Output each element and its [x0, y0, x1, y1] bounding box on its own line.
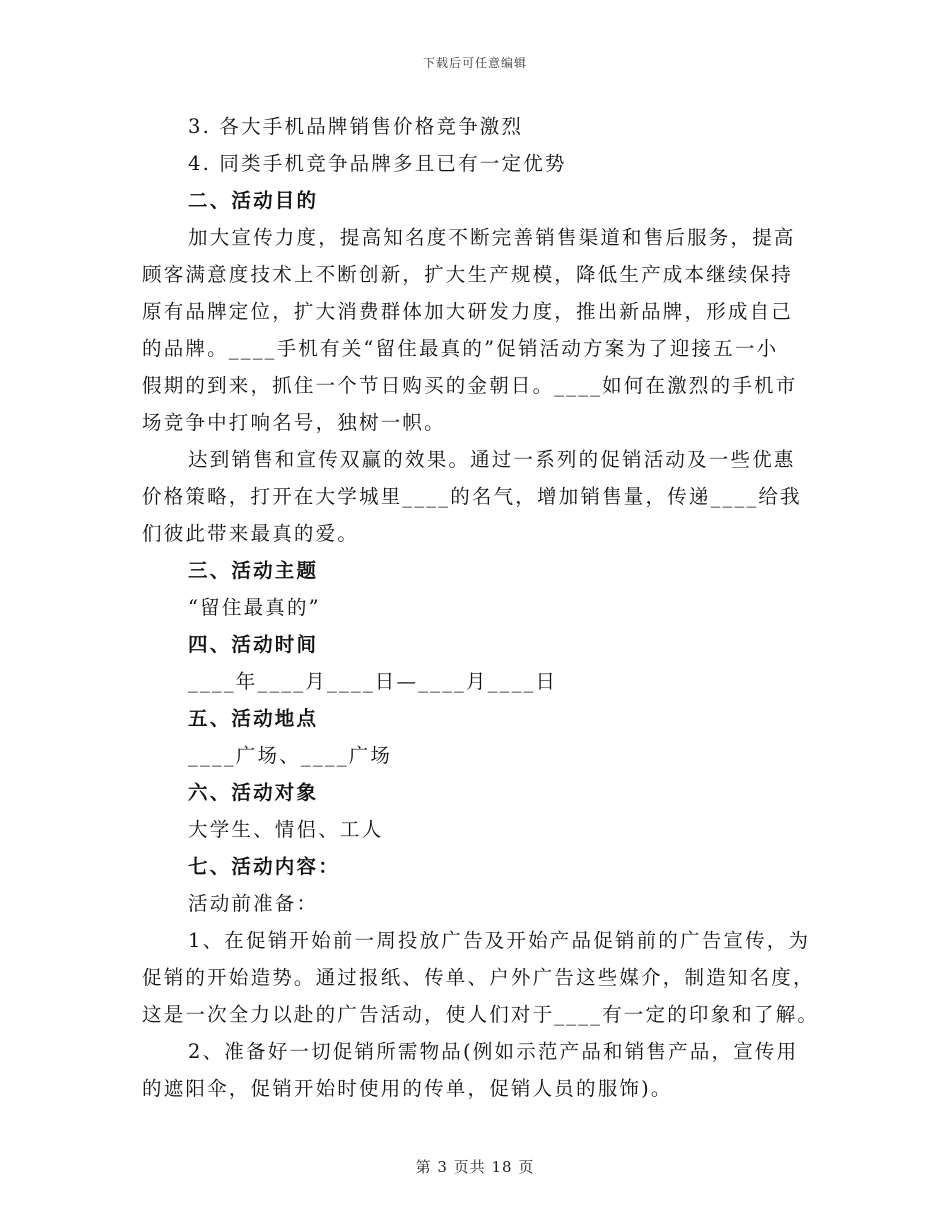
paragraph-line: 场竞争中打响名号，独树一帜。: [142, 411, 446, 434]
list-item-4: 4. 同类手机竞争品牌多且已有一定优势: [188, 152, 567, 175]
subheading-preparation: 活动前准备：: [188, 892, 319, 915]
paragraph-line: 达到销售和宣传双赢的效果。通过一系列的促销活动及一些优惠: [188, 448, 796, 471]
time-text: ____年____月____日—____月____日: [188, 670, 558, 693]
paragraph-line: 促销的开始造势。通过报纸、传单、户外广告这些媒介，制造知名度，: [142, 966, 815, 989]
page-header-note: 下载后可任意编辑: [422, 56, 527, 70]
section-heading-content: 七、活动内容：: [188, 855, 340, 878]
theme-text: “留住最真的”: [188, 596, 321, 619]
paragraph-line: 的遮阳伞，促销开始时使用的传单，促销人员的服饰)。: [142, 1077, 673, 1100]
section-heading-theme: 三、活动主题: [188, 559, 319, 582]
paragraph-line: 这是一次全力以赴的广告活动，使人们对于____有一定的印象和了解。: [142, 1003, 820, 1026]
section-heading-time: 四、活动时间: [188, 633, 319, 656]
document-body: [142, 108, 820, 1107]
paragraph-line: 假期的到来，抓住一个节日购买的金朝日。____如何在激烈的手机市: [142, 374, 798, 397]
page-number: 第 3 页共 18 页: [415, 1158, 535, 1176]
paragraph-line: 顾客满意度技术上不断创新，扩大生产规模，降低生产成本继续保持: [142, 263, 794, 286]
section-heading-location: 五、活动地点: [188, 707, 319, 730]
paragraph-line: 的品牌。____手机有关“留住最真的”促销活动方案为了迎接五一小: [142, 337, 779, 360]
section-heading-audience: 六、活动对象: [188, 781, 319, 804]
paragraph-line: 们彼此带来最真的爱。: [142, 522, 360, 545]
section-heading-purpose: 二、活动目的: [188, 189, 319, 212]
paragraph-line: 价格策略，打开在大学城里____的名气，增加销售量，传递____给我: [142, 485, 802, 508]
audience-text: 大学生、情侣、工人: [188, 818, 384, 841]
paragraph-line: 2、准备好一切促销所需物品(例如示范产品和销售产品，宣传用: [188, 1040, 799, 1063]
location-text: ____广场、____广场: [188, 744, 393, 767]
paragraph-line: 加大宣传力度，提高知名度不断完善销售渠道和售后服务，提高: [188, 226, 796, 249]
paragraph-line: 原有品牌定位，扩大消费群体加大研发力度，推出新品牌，形成自己: [142, 300, 794, 323]
paragraph-line: 1、在促销开始前一周投放广告及开始产品促销前的广告宣传，为: [188, 929, 811, 952]
list-item-3: 3. 各大手机品牌销售价格竞争激烈: [188, 115, 524, 138]
